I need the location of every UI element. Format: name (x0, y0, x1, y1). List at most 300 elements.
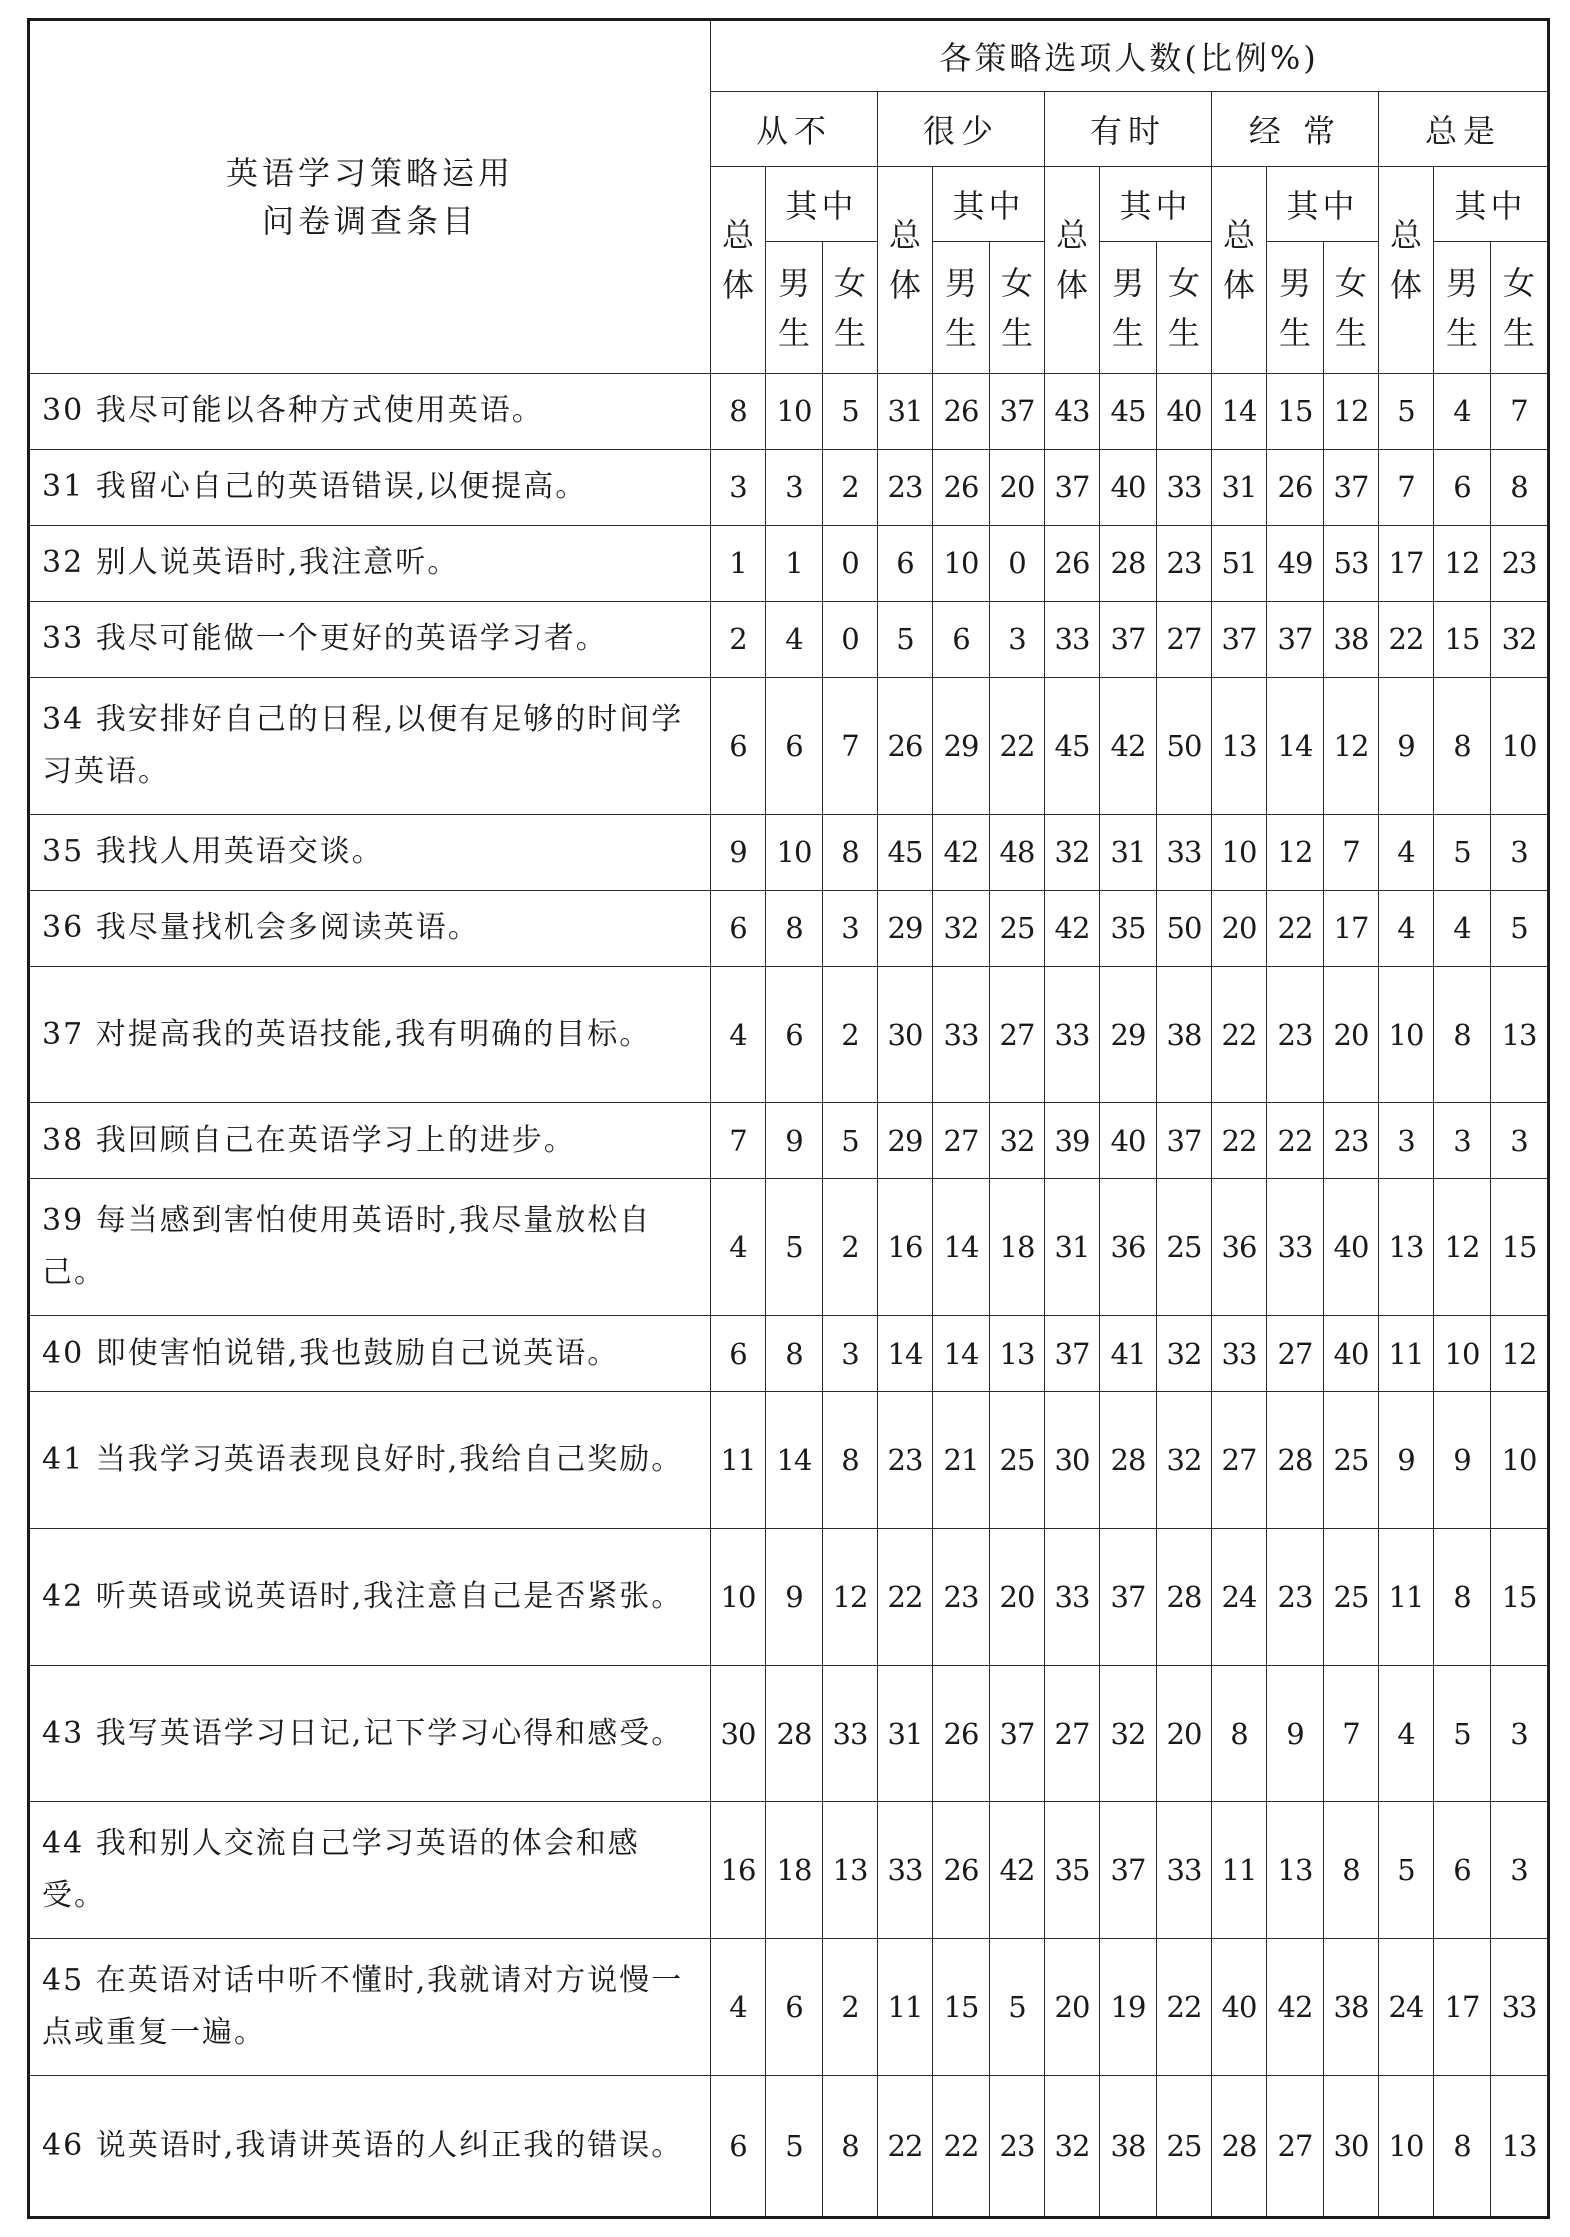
value-cell: 29 (878, 1103, 933, 1179)
value-cell: 4 (1379, 814, 1434, 890)
value-cell: 5 (990, 1939, 1045, 2076)
value-cell: 8 (711, 374, 766, 450)
value-cell: 37 (1100, 601, 1157, 677)
total-line1: 总 (1055, 216, 1088, 254)
value-cell: 28 (1100, 525, 1157, 601)
survey-item-text: 46 说英语时,我请讲英语的人纠正我的错误。 (29, 2076, 711, 2218)
value-cell: 33 (1267, 1179, 1324, 1316)
table-row (29, 1528, 1549, 1665)
female-line1: 女 (1167, 263, 1200, 302)
value-cell: 30 (1324, 2076, 1379, 2218)
value-cell: 16 (711, 1802, 766, 1939)
value-cell: 14 (1212, 374, 1267, 450)
value-cell: 23 (1267, 1528, 1324, 1665)
value-cell: 50 (1157, 890, 1212, 966)
option-sometimes: 有时 (1045, 92, 1212, 167)
value-cell: 10 (766, 374, 823, 450)
value-cell: 38 (1324, 601, 1379, 677)
value-cell: 10 (1379, 2076, 1434, 2218)
table-row (29, 814, 1549, 890)
value-cell: 23 (1157, 525, 1212, 601)
subgroup-header: 其中 (1267, 167, 1379, 242)
value-cell: 11 (1379, 1528, 1434, 1665)
value-cell: 27 (1157, 601, 1212, 677)
value-cell: 10 (1491, 677, 1549, 814)
value-cell: 13 (1212, 677, 1267, 814)
value-cell: 4 (1379, 890, 1434, 966)
value-cell: 8 (823, 1392, 878, 1529)
value-cell: 39 (1045, 1103, 1100, 1179)
value-cell: 20 (1157, 1665, 1212, 1802)
value-cell: 6 (766, 677, 823, 814)
value-cell: 23 (1267, 966, 1324, 1103)
value-cell: 45 (1045, 677, 1100, 814)
value-cell: 2 (823, 1939, 878, 2076)
value-cell: 26 (1045, 525, 1100, 601)
value-cell: 36 (1100, 1179, 1157, 1316)
survey-item-text: 42 听英语或说英语时,我注意自己是否紧张。 (29, 1528, 711, 1665)
value-cell: 10 (711, 1528, 766, 1665)
value-cell: 4 (1434, 890, 1491, 966)
table-row (29, 1392, 1549, 1529)
value-cell: 40 (1100, 449, 1157, 525)
value-cell: 26 (1267, 449, 1324, 525)
value-cell: 2 (823, 1179, 878, 1316)
value-cell: 12 (1434, 1179, 1491, 1316)
value-cell: 24 (1379, 1939, 1434, 2076)
value-cell: 2 (711, 601, 766, 677)
value-cell: 22 (1212, 1103, 1267, 1179)
value-cell: 6 (711, 1316, 766, 1392)
value-cell: 29 (878, 890, 933, 966)
value-cell: 3 (1434, 1103, 1491, 1179)
value-cell: 37 (1212, 601, 1267, 677)
value-cell: 38 (1157, 966, 1212, 1103)
group-title: 各策略选项人数(比例%) (711, 20, 1549, 92)
value-cell: 21 (933, 1392, 990, 1529)
value-cell: 11 (878, 1939, 933, 2076)
value-cell: 10 (933, 525, 990, 601)
value-cell: 7 (823, 677, 878, 814)
option-always: 总是 (1379, 92, 1549, 167)
value-cell: 37 (1100, 1802, 1157, 1939)
value-cell: 5 (766, 1179, 823, 1316)
value-cell: 28 (1100, 1392, 1157, 1529)
value-cell: 32 (990, 1103, 1045, 1179)
male-line1: 男 (1445, 263, 1478, 302)
value-cell: 3 (1491, 1802, 1549, 1939)
female-line2: 生 (1000, 313, 1033, 352)
survey-item-text: 33 我尽可能做一个更好的英语学习者。 (29, 601, 711, 677)
value-cell: 12 (1267, 814, 1324, 890)
value-cell: 28 (1267, 1392, 1324, 1529)
value-cell: 5 (1434, 1665, 1491, 1802)
value-cell: 38 (1100, 2076, 1157, 2218)
value-cell: 9 (1434, 1392, 1491, 1529)
value-cell: 6 (1434, 1802, 1491, 1939)
value-cell: 7 (711, 1103, 766, 1179)
value-cell: 7 (1324, 814, 1379, 890)
value-cell: 12 (1324, 677, 1379, 814)
value-cell: 22 (1157, 1939, 1212, 2076)
value-cell: 3 (1379, 1103, 1434, 1179)
value-cell: 40 (1157, 374, 1212, 450)
value-cell: 13 (823, 1802, 878, 1939)
table-row (29, 1179, 1549, 1316)
value-cell: 14 (1267, 677, 1324, 814)
value-cell: 43 (1045, 374, 1100, 450)
value-cell: 12 (1434, 525, 1491, 601)
value-cell: 23 (878, 449, 933, 525)
value-cell: 1 (766, 525, 823, 601)
survey-item-text: 34 我安排好自己的日程,以便有足够的时间学习英语。 (29, 677, 711, 814)
table-row (29, 890, 1549, 966)
value-cell: 33 (1045, 966, 1100, 1103)
male-line1: 男 (777, 263, 810, 302)
total-line1: 总 (888, 216, 921, 254)
value-cell: 31 (1045, 1179, 1100, 1316)
value-cell: 22 (990, 677, 1045, 814)
total-line1: 总 (721, 216, 754, 254)
option-never: 从不 (711, 92, 878, 167)
value-cell: 32 (1157, 1392, 1212, 1529)
total-header (711, 167, 766, 374)
value-cell: 3 (1491, 814, 1549, 890)
value-cell: 25 (990, 1392, 1045, 1529)
value-cell: 5 (1379, 374, 1434, 450)
male-header (1434, 242, 1491, 374)
male-header (933, 242, 990, 374)
value-cell: 33 (1212, 1316, 1267, 1392)
value-cell: 33 (878, 1802, 933, 1939)
value-cell: 2 (823, 449, 878, 525)
value-cell: 8 (1212, 1665, 1267, 1802)
survey-item-text: 44 我和别人交流自己学习英语的体会和感受。 (29, 1802, 711, 1939)
value-cell: 6 (711, 2076, 766, 2218)
table-row (29, 1665, 1549, 1802)
total-header (1045, 167, 1100, 374)
female-header (990, 242, 1045, 374)
value-cell: 2 (823, 966, 878, 1103)
value-cell: 3 (711, 449, 766, 525)
value-cell: 41 (1100, 1316, 1157, 1392)
survey-item-text: 39 每当感到害怕使用英语时,我尽量放松自己。 (29, 1179, 711, 1316)
female-line1: 女 (833, 263, 866, 302)
total-line2: 体 (721, 266, 754, 304)
female-line1: 女 (1334, 263, 1367, 302)
value-cell: 19 (1100, 1939, 1157, 2076)
value-cell: 8 (823, 2076, 878, 2218)
value-cell: 7 (1324, 1665, 1379, 1802)
male-line1: 男 (1111, 263, 1144, 302)
male-header (766, 242, 823, 374)
value-cell: 4 (711, 1179, 766, 1316)
value-cell: 33 (1157, 814, 1212, 890)
total-line2: 体 (1222, 266, 1255, 304)
value-cell: 4 (1379, 1665, 1434, 1802)
value-cell: 32 (933, 890, 990, 966)
value-cell: 48 (990, 814, 1045, 890)
value-cell: 11 (1212, 1802, 1267, 1939)
value-cell: 5 (823, 374, 878, 450)
table-row (29, 677, 1549, 814)
value-cell: 45 (1100, 374, 1157, 450)
value-cell: 0 (823, 601, 878, 677)
value-cell: 25 (1324, 1392, 1379, 1529)
value-cell: 14 (766, 1392, 823, 1529)
value-cell: 25 (1157, 2076, 1212, 2218)
value-cell: 7 (1491, 374, 1549, 450)
value-cell: 33 (823, 1665, 878, 1802)
value-cell: 27 (990, 966, 1045, 1103)
value-cell: 30 (878, 966, 933, 1103)
value-cell: 20 (990, 1528, 1045, 1665)
value-cell: 23 (990, 2076, 1045, 2218)
value-cell: 4 (1434, 374, 1491, 450)
value-cell: 42 (1267, 1939, 1324, 2076)
value-cell: 12 (823, 1528, 878, 1665)
value-cell: 8 (823, 814, 878, 890)
value-cell: 6 (766, 966, 823, 1103)
strategy-survey-table (27, 18, 1550, 2219)
survey-item-text: 41 当我学习英语表现良好时,我给自己奖励。 (29, 1392, 711, 1529)
total-line2: 体 (888, 266, 921, 304)
value-cell: 26 (933, 374, 990, 450)
value-cell: 27 (933, 1103, 990, 1179)
value-cell: 33 (1045, 601, 1100, 677)
value-cell: 3 (823, 1316, 878, 1392)
value-cell: 14 (933, 1179, 990, 1316)
survey-item-text: 36 我尽量找机会多阅读英语。 (29, 890, 711, 966)
value-cell: 50 (1157, 677, 1212, 814)
value-cell: 22 (1267, 890, 1324, 966)
value-cell: 22 (878, 1528, 933, 1665)
value-cell: 49 (1267, 525, 1324, 601)
value-cell: 22 (878, 2076, 933, 2218)
subgroup-header: 其中 (1434, 167, 1549, 242)
subgroup-header: 其中 (1100, 167, 1212, 242)
value-cell: 33 (1491, 1939, 1549, 2076)
value-cell: 32 (1100, 1665, 1157, 1802)
value-cell: 15 (1267, 374, 1324, 450)
value-cell: 0 (823, 525, 878, 601)
value-cell: 42 (1045, 890, 1100, 966)
value-cell: 37 (1100, 1528, 1157, 1665)
value-cell: 6 (711, 677, 766, 814)
value-cell: 14 (878, 1316, 933, 1392)
value-cell: 9 (766, 1528, 823, 1665)
value-cell: 3 (1491, 1665, 1549, 1802)
value-cell: 10 (1434, 1316, 1491, 1392)
value-cell: 1 (711, 525, 766, 601)
value-cell: 28 (1212, 2076, 1267, 2218)
value-cell: 5 (878, 601, 933, 677)
value-cell: 15 (1491, 1528, 1549, 1665)
value-cell: 37 (1324, 449, 1379, 525)
subgroup-header: 其中 (766, 167, 878, 242)
value-cell: 32 (1045, 814, 1100, 890)
survey-item-text: 35 我找人用英语交谈。 (29, 814, 711, 890)
value-cell: 20 (1045, 1939, 1100, 2076)
survey-item-text: 38 我回顾自己在英语学习上的进步。 (29, 1103, 711, 1179)
value-cell: 35 (1045, 1802, 1100, 1939)
value-cell: 18 (990, 1179, 1045, 1316)
value-cell: 4 (766, 601, 823, 677)
value-cell: 22 (933, 2076, 990, 2218)
value-cell: 15 (1491, 1179, 1549, 1316)
value-cell: 30 (711, 1665, 766, 1802)
value-cell: 27 (1267, 1316, 1324, 1392)
female-header (823, 242, 878, 374)
value-cell: 4 (711, 1939, 766, 2076)
value-cell: 0 (990, 525, 1045, 601)
survey-item-text: 30 我尽可能以各种方式使用英语。 (29, 374, 711, 450)
value-cell: 17 (1434, 1939, 1491, 2076)
value-cell: 42 (933, 814, 990, 890)
table-row (29, 1802, 1549, 1939)
value-cell: 26 (933, 1665, 990, 1802)
value-cell: 40 (1100, 1103, 1157, 1179)
value-cell: 23 (933, 1528, 990, 1665)
value-cell: 22 (1379, 601, 1434, 677)
value-cell: 9 (1267, 1665, 1324, 1802)
value-cell: 3 (766, 449, 823, 525)
option-often: 经 常 (1212, 92, 1379, 167)
value-cell: 35 (1100, 890, 1157, 966)
value-cell: 33 (1157, 449, 1212, 525)
survey-item-text: 43 我写英语学习日记,记下学习心得和感受。 (29, 1665, 711, 1802)
value-cell: 25 (1157, 1179, 1212, 1316)
value-cell: 5 (766, 2076, 823, 2218)
row-label-line1: 英语学习策略运用 (225, 154, 514, 192)
value-cell: 13 (1379, 1179, 1434, 1316)
female-header (1157, 242, 1212, 374)
value-cell: 26 (878, 677, 933, 814)
value-cell: 31 (1212, 449, 1267, 525)
male-line2: 生 (777, 313, 810, 352)
table-row (29, 1316, 1549, 1392)
value-cell: 6 (766, 1939, 823, 2076)
value-cell: 22 (1212, 966, 1267, 1103)
male-line1: 男 (944, 263, 977, 302)
value-cell: 9 (766, 1103, 823, 1179)
value-cell: 31 (1100, 814, 1157, 890)
male-line2: 生 (1278, 313, 1311, 352)
male-line2: 生 (1445, 313, 1478, 352)
survey-item-text: 32 别人说英语时,我注意听。 (29, 525, 711, 601)
total-line2: 体 (1389, 266, 1422, 304)
value-cell: 8 (1434, 2076, 1491, 2218)
value-cell: 10 (1491, 1392, 1549, 1529)
value-cell: 32 (1491, 601, 1549, 677)
value-cell: 20 (1212, 890, 1267, 966)
value-cell: 22 (1267, 1103, 1324, 1179)
value-cell: 13 (1491, 966, 1549, 1103)
total-header (878, 167, 933, 374)
option-rarely: 很少 (878, 92, 1045, 167)
table-row (29, 2076, 1549, 2218)
value-cell: 5 (823, 1103, 878, 1179)
value-cell: 10 (1212, 814, 1267, 890)
male-header (1100, 242, 1157, 374)
value-cell: 30 (1045, 1392, 1100, 1529)
value-cell: 23 (1324, 1103, 1379, 1179)
value-cell: 37 (1045, 449, 1100, 525)
value-cell: 38 (1324, 1939, 1379, 2076)
value-cell: 37 (1045, 1316, 1100, 1392)
value-cell: 33 (1045, 1528, 1100, 1665)
value-cell: 24 (1212, 1528, 1267, 1665)
total-header (1379, 167, 1434, 374)
value-cell: 5 (1379, 1802, 1434, 1939)
value-cell: 14 (933, 1316, 990, 1392)
survey-item-text: 40 即使害怕说错,我也鼓励自己说英语。 (29, 1316, 711, 1392)
survey-item-text: 37 对提高我的英语技能,我有明确的目标。 (29, 966, 711, 1103)
value-cell: 5 (1434, 814, 1491, 890)
total-line1: 总 (1222, 216, 1255, 254)
value-cell: 8 (766, 1316, 823, 1392)
value-cell: 17 (1324, 890, 1379, 966)
value-cell: 10 (766, 814, 823, 890)
value-cell: 11 (1379, 1316, 1434, 1392)
male-line2: 生 (1111, 313, 1144, 352)
table-body (29, 374, 1549, 2218)
female-line1: 女 (1000, 263, 1033, 302)
value-cell: 32 (1157, 1316, 1212, 1392)
value-cell: 27 (1267, 2076, 1324, 2218)
value-cell: 7 (1379, 449, 1434, 525)
male-line1: 男 (1278, 263, 1311, 302)
table-row (29, 966, 1549, 1103)
value-cell: 6 (933, 601, 990, 677)
value-cell: 53 (1324, 525, 1379, 601)
value-cell: 9 (1379, 1392, 1434, 1529)
value-cell: 33 (1157, 1802, 1212, 1939)
survey-item-text: 31 我留心自己的英语错误,以便提高。 (29, 449, 711, 525)
value-cell: 51 (1212, 525, 1267, 601)
value-cell: 3 (823, 890, 878, 966)
value-cell: 8 (1434, 1528, 1491, 1665)
value-cell: 42 (990, 1802, 1045, 1939)
female-line1: 女 (1503, 263, 1536, 302)
value-cell: 3 (990, 601, 1045, 677)
table-row (29, 449, 1549, 525)
value-cell: 9 (711, 814, 766, 890)
value-cell: 6 (1434, 449, 1491, 525)
value-cell: 13 (1491, 2076, 1549, 2218)
value-cell: 25 (1324, 1528, 1379, 1665)
value-cell: 26 (933, 1802, 990, 1939)
value-cell: 23 (1491, 525, 1549, 601)
row-label-line2: 问卷调查条目 (261, 202, 478, 240)
value-cell: 6 (878, 525, 933, 601)
male-line2: 生 (944, 313, 977, 352)
value-cell: 27 (1045, 1665, 1100, 1802)
total-line2: 体 (1055, 266, 1088, 304)
value-cell: 8 (1491, 449, 1549, 525)
value-cell: 29 (1100, 966, 1157, 1103)
value-cell: 9 (1379, 677, 1434, 814)
value-cell: 29 (933, 677, 990, 814)
total-header (1212, 167, 1267, 374)
value-cell: 8 (1434, 966, 1491, 1103)
value-cell: 31 (878, 374, 933, 450)
value-cell: 3 (1491, 1103, 1549, 1179)
value-cell: 25 (990, 890, 1045, 966)
value-cell: 28 (1157, 1528, 1212, 1665)
value-cell: 32 (1045, 2076, 1100, 2218)
value-cell: 16 (878, 1179, 933, 1316)
